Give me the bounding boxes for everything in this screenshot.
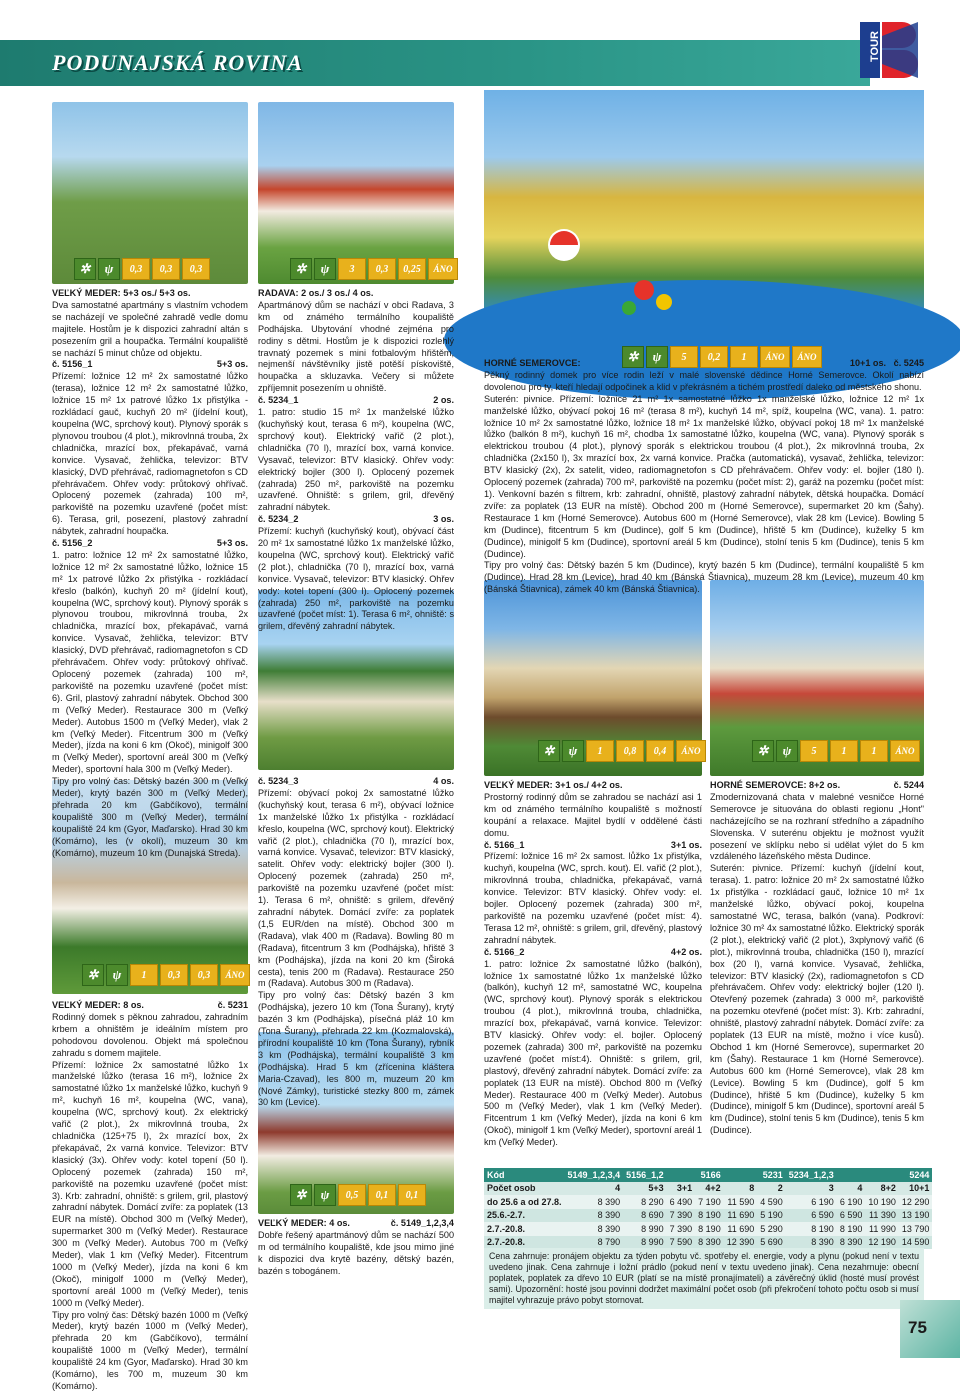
sun-icon: ✲ (622, 346, 644, 368)
leisure-tips: Tipy pro volný čas: Dětský bazén 300 m (Veľký Meder), krytý bazén 300 m (Veľký Meder), přehrada 20 km (Gabčíkovo), termální koupaliště 300 m (Veľký Meder), termální koupaliště 24 km (Gyor, Maďarsko). Hrad 30 km (Komárno), les (v okolí), muzeum 30 km (Komárno), muzeum 10 km (Dunajská Streda). (52, 776, 248, 858)
pet-badge: ÁNO (428, 258, 458, 280)
pet-badge: ÁNO (676, 740, 706, 762)
region-title: PODUNAJSKÁ ROVINA (52, 50, 304, 75)
table-header-row: Počet osob 4 5+3 3+1 4+2 8 2 3 4 8+2 10+1 (484, 1182, 932, 1196)
leisure-tips: Tipy pro volný čas: Dětský bazén 5 km (Dudince), krytý bazén 5 km (Dudince), termální koupaliště 5 km (Dudince). Hrad 28 km (Levice), hrad 40 km (Bánská Štiavnica), muzeum 28 km (Levice), muzeum 40 km (Bánská Štiavnica), zámek 40 km (Bánská Štiavnica). (484, 560, 924, 595)
unit-description: Přízemí: kuchyň (kuchyňský kout), obývací část 20 m² 1x samostatné lůžko 1x manželské lůžko, koupelna (WC, sprchový kout). Elektrický vařič (2 plot.), chladnička (70 l), mrazící box, varná konvice. Vysavač, televizor: BTV klasický. Ohřev vody: kotel topení (300 l). Oplocený pozemek (zahrada) 250 m², parkoviště na pozemku uzavřené (počet míst: 1). Terasa 6 m², ohniště: s grilem, dřevěný zahradní nábytek. (258, 526, 454, 632)
unit-code-row: č. 5234_2 3 os. (258, 514, 454, 525)
page-number: 75 (908, 1318, 927, 1337)
photo-radava-5234 (258, 102, 454, 284)
listing-heading: RADAVA: 2 os./ 3 os./ 4 os. (258, 288, 374, 298)
distance-badge: 0,3 (160, 964, 188, 986)
fork-icon: ψ (562, 740, 584, 762)
unit-code-row: VEĽKÝ MEDER: 4 os. č. 5149_1,2,3,4 (258, 1218, 454, 1228)
distance-badge: 1 (130, 964, 158, 986)
listing-velky-meder-5166 (484, 780, 702, 1149)
distance-badge: 1 (860, 740, 888, 762)
listing-intro: Rodinný domek s pěknou zahradou, zahradním krbem a ohništěm je ideálním místem pro pohodovou dovolenou. Objekt má společnou zahradu s domem majitele. (52, 1011, 248, 1058)
listing-intro: Zmodernizovaná chata v malebné vesničce Horné Semerovce je situována do oblasti regionu „Hont" nacházejícího se na rozhraní středního a západního Slovenska. V suterénu objektu je možnost využít posezení ve sklípku nebo si udělat výlet do 5 km vzdáleného lázeňského města Dudince. (710, 791, 924, 862)
unit-description: Přízemí: ložnice 12 m² 2x samostatné lůžko (terasa), ložnice 12 m² 2x samostatné lůžko, ložnice 15 m² 1x patrové lůžko 1x přistýlka - rozkládací gauč, kuchyň 20 m² (jídelní kout), koupelna (WC, sprchový kout). Plynový sporák s plynovou troubou (4 plot.), mikrovlnná trouba, 2x chladnička, mrazící box, překapávač, varná konvice. Vysavač, žehlička, televizor: BTV klasický, DVD přehrávač, radiomagnetofon s CD přehrávačem. Ohřev vody: průtokový ohřívač. Oplocený pozemek (zahrada) 100 m², parkoviště na pozemku uzavřené (počet míst: 6). Terasa, gril, posezení, plastový zahradní nábytek, zahradní houpačka. (52, 371, 248, 537)
listing-heading: VEĽKÝ MEDER: 5+3 os./ 5+3 os. (52, 288, 191, 298)
table-row: do 25.6 a od 27.8. 8 390 8 290 6 490 7 190 11 590 4 590 6 190 6 190 10 190 12 290 (484, 1195, 932, 1209)
fork-icon: ψ (314, 1184, 336, 1206)
unit-code-row: č. 5166_2 4+2 os. (484, 946, 702, 957)
fork-icon: ψ (646, 346, 668, 368)
listing-velky-meder-5149 (258, 1218, 454, 1278)
unit-description: Suterén: pivnice. Přízemí: ložnice 21 m² 1x samostatné lůžko 1x manželské lůžko, ložnice 12 m² 1x manželské lůžko, obývací pokoj 16 m² (terasa 8 m²), kuchyň 14 m², spíž, koupelna (WC, vana). 1. patro: ložnice 10 m² 2x samostatné lůžko, ložnice 18 m² 1x manželské lůžko, obývací pokoj 18 m² 1x manželské lůžko (balkón 8 m²), kuchyň 16 m², chodba 1x samostatné lůžko, koupelna (WC, vana). Plynový sporák s elektrickou troubou (4 plot.), plynový sporák s elektrickou troubou (4 plot.), 2x mikrovlnná trouba, 2x chladnička (2x150 l), 3x mrazící box, 2x varná konvice. Pračka (automatická), vysavač, žehlička, televizor: BTV klasický (2x), 2x satelit, video, radiomagnetofon s CD přehrávačem. Ohřev vody: el. bojler (180 l). Oplocený pozemek (zahrada) 700 m², parkoviště na pozemku (počet míst: 2), garáž na pozemku (počet míst: 1). Venkovní bazén s filtrem, krb: zahradní, ohniště, plastový zahradní nábytek, dětská houpačka. Domácí zvíře: za poplatek (13 EUR na místě). Obchod 200 m (Horné Semerovce), supermarket 20 km (Šahy). Restaurace 1 km (Horné Semerovce). Autobus 600 m (Horné Semerovce), vlak 28 km (Levice). Bowling 5 km (Dudince), fitcentrum 5 km (Dudince), golf 5 km (Dudince), hřiště 5 km (Dudince), kuželky 5 km (Dudince), minigolf 5 km (Dudince), sportovní areál 5 km (Dudince), stolní tenis 5 km (Dudince), tenis 5 km (Dudince). (484, 393, 924, 559)
sun-icon: ✲ (538, 740, 560, 762)
fork-icon: ψ (776, 740, 798, 762)
unit-code-row: VEĽKÝ MEDER: 8 os. č. 5231 (52, 1000, 248, 1010)
pet-badge: ÁNO (220, 964, 250, 986)
amenity-icons-5166 (538, 740, 706, 762)
unit-description: Přízemí: ložnice 16 m² 2x samost. lůžko 1x přistýlka, kuchyň, koupelna (WC, sprch. kout). El. vařič (2 plot.), mikrovlnná trouba, chladnička, překapávač, varná konvice. Televizor: BTV klasický. Ohřev vody: el. bojler. Oplocený pozemek (zahrada) 300 m², parkoviště na pozemku uzavřené (počet míst: 4). Terasa 12 m², ohniště: s grilem, gril, dřevěný, plastový zahradní nábytek. (484, 851, 702, 945)
distance-badge: 1 (830, 740, 858, 762)
amenity-icons-5244 (752, 740, 920, 762)
fork-icon: ψ (106, 964, 128, 986)
svg-text:TOUR: TOUR (869, 31, 881, 62)
unit-code-row: č. 5234_3 4 os. (258, 776, 454, 786)
listing-intro: Prostorný rodinný dům se zahradou se nachází asi 1 km od známého termálního koupaliště s možností koupání a relaxace. Majitel bydlí v oddělené části domu. (484, 791, 702, 838)
sun-icon: ✲ (290, 1184, 312, 1206)
unit-code-row: č. 5156_1 5+3 os. (52, 359, 248, 370)
distance-badge: 3 (338, 258, 366, 280)
distance-badge: 0,1 (398, 1184, 426, 1206)
listing-horne-semerovce-5244 (710, 780, 924, 1137)
listing-radava-5234 (258, 288, 454, 633)
pool-illustration (484, 90, 924, 358)
listing-horne-semerovce-5245 (484, 358, 924, 596)
distance-badge: 1 (730, 346, 758, 368)
pool-badge: ÁNO (760, 346, 790, 368)
leisure-tips: Tipy pro volný čas: Dětský bazén 1000 m (Veľký Meder), krytý bazén 1000 m (Veľký Meder), přehrada 20 km (Gabčíkovo), termální koupaliště 1000 m (Veľký Meder), termální koupaliště 24 km (Gyor, Maďarsko). Hrad 30 km (Komárno), les 700 m, muzeum 30 km (Komárno). (52, 1309, 248, 1391)
distance-badge: 0,3 (368, 258, 396, 280)
listing-heading: VEĽKÝ MEDER: 3+1 os./ 4+2 os. (484, 780, 623, 790)
distance-badge: 0,3 (122, 258, 150, 280)
listing-intro: Apartmánový dům se nachází v obci Radava, 3 km od známého termálního koupaliště Podhájska. Ubytování vhodné zejména pro rodiny s dětmi. Hostům je k dispozici rozlehlý travnatý pozemek s mini fotbalovým hřištěm, nejmenší návštěvníky jistě potěší pískoviště, houpačka a skluzavka. Večery si můžete zpříjemnit posezením u ohniště. (258, 299, 454, 394)
fork-icon: ψ (98, 258, 120, 280)
page-banner (0, 0, 960, 88)
listing-intro: Dva samostatné apartmány s vlastním vchodem se nacházejí ve společné zahradě vedle domu majitele. Hostům je k dispozici zahradní altán s posezením gril a houpačka. Termální koupaliště se nachází 5 minut chůze od objektu. (52, 299, 248, 358)
amenity-icons-5231 (82, 964, 250, 986)
distance-badge: 0,25 (398, 258, 426, 280)
photo-horne-semerovce-5245 (484, 90, 924, 358)
table-row: 2.7.-20.8. 8 790 8 990 7 590 8 390 12 390 5 690 8 390 8 390 12 190 14 590 (484, 1236, 932, 1250)
listing-radava-5234-3 (258, 776, 454, 1109)
distance-badge: 0,3 (190, 964, 218, 986)
unit-code-row: HORNÉ SEMEROVCE: 10+1 os. č. 5245 (484, 358, 924, 368)
distance-badge: 0,5 (338, 1184, 366, 1206)
sun-icon: ✲ (290, 258, 312, 280)
fork-icon: ψ (314, 258, 336, 280)
distance-badge: 0,3 (152, 258, 180, 280)
sun-icon: ✲ (752, 740, 774, 762)
photo-velky-meder-5156 (52, 102, 248, 284)
sun-icon: ✲ (82, 964, 104, 986)
distance-badge: 0,1 (368, 1184, 396, 1206)
unit-description: Přízemí: ložnice 2x samostatné lůžko 1x manželské lůžko (terasa 16 m²), ložnice 2x samostatné lůžko 1x manželské lůžko, kuchyň 9 m², kuchyň 16 m², koupelna (WC, vana), koupelna (WC, sprchový kout). 2x elektrický vařič (2 plot.), 2x mikrovlnná trouba, 2x chladnička (125+75 l), 2x mrazící box, 2x překapávač, 2x varná konvice. Televizor: BTV klasický (3x). Ohřev vody: kotel topení (50 l). Oplocený pozemek (zahrada) 150 m², parkoviště na pozemku uzavřené (počet míst: 3). Krb: zahradní, ohniště: s grilem, gril, plastový zahradní nábytek. Domácí zvíře: za poplatek (13 EUR na místě). Obchod 300 m (Veľký Meder), supermarket 300 m (Veľký Meder). Restaurace 300 m (Veľký Meder). Autobus 700 m (Veľký Meder), vlak 1 km (Veľký Meder). Fitcentrum 1000 m (Veľký Meder), jízda na koni 6 km (Okoč), minigolf 1000 m (Veľký Meder), sportovní areál 1000 m (Veľký Meder), tenis 1000 m (Veľký Meder). (52, 1059, 248, 1308)
table-row: 2.7.-20.8. 8 390 8 990 7 390 8 190 11 690 5 290 8 190 8 190 11 990 13 790 (484, 1222, 932, 1236)
distance-badge: 0,4 (646, 740, 674, 762)
bk-tour-logo (860, 18, 920, 82)
unit-code-row: č. 5166_1 3+1 os. (484, 839, 702, 850)
amenity-icons-5234 (290, 258, 458, 280)
listing-intro: Pěkný rodinný domek pro více rodin leží v malé slovenské dědince Horné Semerovce. Okolí nabízí dovolenou pro ty, kteří hledají odpočinek a klid v překrásném a tichém prostředí daleko od městského shonu. (484, 369, 924, 392)
unit-description: 1. patro: ložnice 12 m² 2x samostatné lůžko, ložnice 12 m² 2x samostatné lůžko, ložnice 15 m² 1x patrové lůžko 2x přistýlka - rozkládací křeslo (balkón), kuchyň 20 m² (jídelní kout), koupelna (WC, sprchový kout). Plynový sporák s plynovou troubou, mikrovlnná trouba, 2x chladnička, mrazící box, překapávač, varná konvice. Vysavač, žehlička, televizor: BTV klasický, DVD přehrávač, radiomagnetofon s CD přehrávačem. Ohřev vody: průtokový ohřívač. Oplocený pozemek (zahrada) 100 m², parkoviště na pozemku uzavřené (počet míst: 6). Gril, plastový zahradní nábytek. Obchod 300 m (Veľký Meder). Restaurace 300 m (Veľký Meder). Autobus 1500 m (Veľký Meder), vlak 2 km (Veľký Meder). Fitcentrum 300 m (Veľký Meder), jízda na koni 6 km (Okoč), minigolf 300 m (Veľký Meder), sportovní areál 300 m (Veľký Meder), sportovní hala 300 m (Veľký Meder). (52, 549, 248, 775)
unit-description: 1. patro: studio 15 m² 1x manželské lůžko (kuchyňský kout, terasa 6 m²), koupelna (WC, sprchový kout). Elektrický vařič (2 plot.), chladnička (70 l), mrazící box, varná konvice. Vysavač, televizor: BTV klasický. Ohřev vody: elektrický bojler (300 l). Oplocený pozemek (zahrada) 250 m², parkoviště na pozemku uzavřené. Ohniště: s grilem, gril, dřevěný zahradní nábytek. (258, 407, 454, 513)
unit-code-row: č. 5156_2 5+3 os. (52, 538, 248, 549)
distance-badge: 0,2 (700, 346, 728, 368)
listing-velky-meder-5156 (52, 288, 248, 860)
listing-intro: Dobře řešený apartmánový dům se nachází 500 m od termálního koupaliště, kde jsou mimo jiné k dispozici dva krytě bazény, dětský bazén, bazén s tobogánem. (258, 1229, 454, 1276)
unit-description: Přízemí: obývací pokoj 2x samostatné lůžko (kuchyňský kout, terasa 6 m²), obývací ložnice 1x manželské lůžko 1x přistýlka - rozkládací křeslo, koupelna (WC, sprchový kout). Elektrický vařič (2 plot.), chladnička (70 l), mrazící box, varná konvice. Vysavač, televizor: BTV klasický, satelit. Ohřev vody: elektrický bojler (300 l). Oplocený pozemek (zahrada) 250 m², parkoviště na pozemku uzavřené (počet míst: 1). Terasa 6 m², ohniště: s grilem, dřevěný zahradní nábytek. Domácí zvíře: za poplatek (1,5 EUR/den na místě). Obchod 300 m (Radava), vlak 400 m (Radava). Bowling 80 m (Radava), fitcentrum 3 km (Podhájska), hřiště 3 km (Podhájska), jízda na koni 20 km (Široká cesta), tenis 200 m (Radava). Restaurace 250 m (Radava). Autobus 300 m (Radava). (258, 787, 454, 989)
price-table (484, 1168, 932, 1249)
distance-badge: 1 (586, 740, 614, 762)
pet-badge: ÁNO (890, 740, 920, 762)
sun-icon: ✲ (74, 258, 96, 280)
leisure-tips: Tipy pro volný čas: Dětský bazén 3 km (Podhájska), jezero 10 km (Tona Šurany), krytý bazén 3 km (Podhájska), písečná pláž 10 km (Tona Šurany), přehrada 22 km (Kozmalovská), přírodní koupaliště 10 km (Tona Šurany), rybník 3 km (Podhájska), termální koupaliště 3 km (Podhájska). Hrad 5 km (zřícenina kláštera Maria-Czavad), les 800 m, muzeum 20 km (Nové Zámky), turistické stezky 800 m, zámek 30 km (Levice). (258, 990, 454, 1108)
pet-badge: ÁNO (792, 346, 822, 368)
table-header-row: Kód 5149_1,2,3,4 5156_1,2 5166 5231 5234_1,2,3 5244 (484, 1168, 932, 1182)
table-row: 25.6.-2.7. 8 390 8 690 7 390 8 190 11 690 5 190 6 590 6 590 11 390 13 190 (484, 1209, 932, 1223)
amenity-icons-5149 (290, 1184, 426, 1206)
unit-description: Suterén: pivnice. Přízemí: kuchyň (jídelní kout, terasa). 1. patro: ložnice 20 m² 2x samostatné lůžko 1x přistýlka - rozkládací gauč, ložnice 10 m² 1x manželské lůžko, obývací pokoj, koupelna samostatné WC, terasa, balkón (vana). Podkroví: ložnice 30 m² 4x samostatné lůžko. Elektrický sporák (2 plot.), elektrický vařič (2 plot.), 3xplynový vařič (6 plot.), mikrovlnná trouba, chladnička (150 l), mrazící box (20 l), varná konvice. Vysavač, žehlička, televizor: BTV klasický (2x), radiomagnetofon s CD přehrávačem. Ohřev vody: elektrický bojler (120 l). Otevřený pozemek (zahrada) 3 000 m², parkoviště na pozemku otevřené (počet míst: 3). Krb: zahradní, ohniště, plastový zahradní nábytek. Domácí zvíře: za poplatek (13 EUR na místě, možno i více kusů). Obchod 1 km (Horné Semerovce), supermarket 20 km (Šahy). Restaurace 1 km (Horné Semerovce). Autobus 600 km (Horné Semerovce), vlak 28 km (Levice). Bowling 5 km (Dudince), golf 5 km (Dudince), hřiště 5 km (Dudince), kuželky 5 km (Dudince), minigolf 5 km (Dudince), sportovní areál 5 km (Dudince), stolní tenis 5 km (Dudince), tenis 5 km (Dudince). (710, 863, 924, 1136)
distance-badge: 5 (800, 740, 828, 762)
unit-code-row: HORNÉ SEMEROVCE: 8+2 os. č. 5244 (710, 780, 924, 790)
distance-badge: 0,8 (616, 740, 644, 762)
unit-description: 1. patro: ložnice 2x samostatné lůžko (balkón), ložnice 1x samostatné lůžko 1x manželské lůžko (balkón), kuchyň 12 m², samostatné WC, koupelna (WC, sprchový kout). Plynový sporák s elektrickou troubou (4 plot.), mikrovlnná trouba, chladnička, mrazící box, překapávač, varná konvice. Televizor: BTV klasický. Ohřev vody: el. bojler. Oplocený pozemek (zahrada) 300 m², parkoviště na pozemku uzavřené (počet míst:4). Ohniště: s grilem, gril, plastový, dřevěný zahradní nábytek. Domácí zvíře: za poplatek (13 EUR na místě). Obchod 800 m (Veľký Meder). Restaurace 400 m (Veľký Meder). Autobus 500 m (Veľký Meder), vlak 1 km (Veľký Meder). Fitcentrum 1 km (Veľký Meder), jízda na koni 6 km (Okoč), minigolf 1 km (Veľký Meder), sportovní areál 1 km (Veľký Meder). (484, 958, 702, 1148)
distance-badge: 5 (670, 346, 698, 368)
unit-code-row: č. 5234_1 2 os. (258, 395, 454, 406)
amenity-icons-5156 (74, 258, 210, 280)
listing-velky-meder-5231 (52, 1000, 248, 1393)
price-note: Cena zahrnuje: pronájem objektu za týden pobytu vč. spotřeby el. energie, vody a plynu (pokud není v textu uvedeno jinak. Cena zahrnuje i ložní prádlo (pokud není v textu uvedeno jinak). Cena nezahrnuje: obecní poplatek, poplatek za dřevo 10 EUR (platí se na místě pronajímateli) a závěrečný úklid (hosté musí provést sami). Upozornění: hosté jsou povinni dodržet maximální počet osob (při překročení tohoto počtu osob si musí majitel vyhrazuje právo pobyt stornovat. (484, 1248, 924, 1309)
distance-badge: 0,3 (182, 258, 210, 280)
